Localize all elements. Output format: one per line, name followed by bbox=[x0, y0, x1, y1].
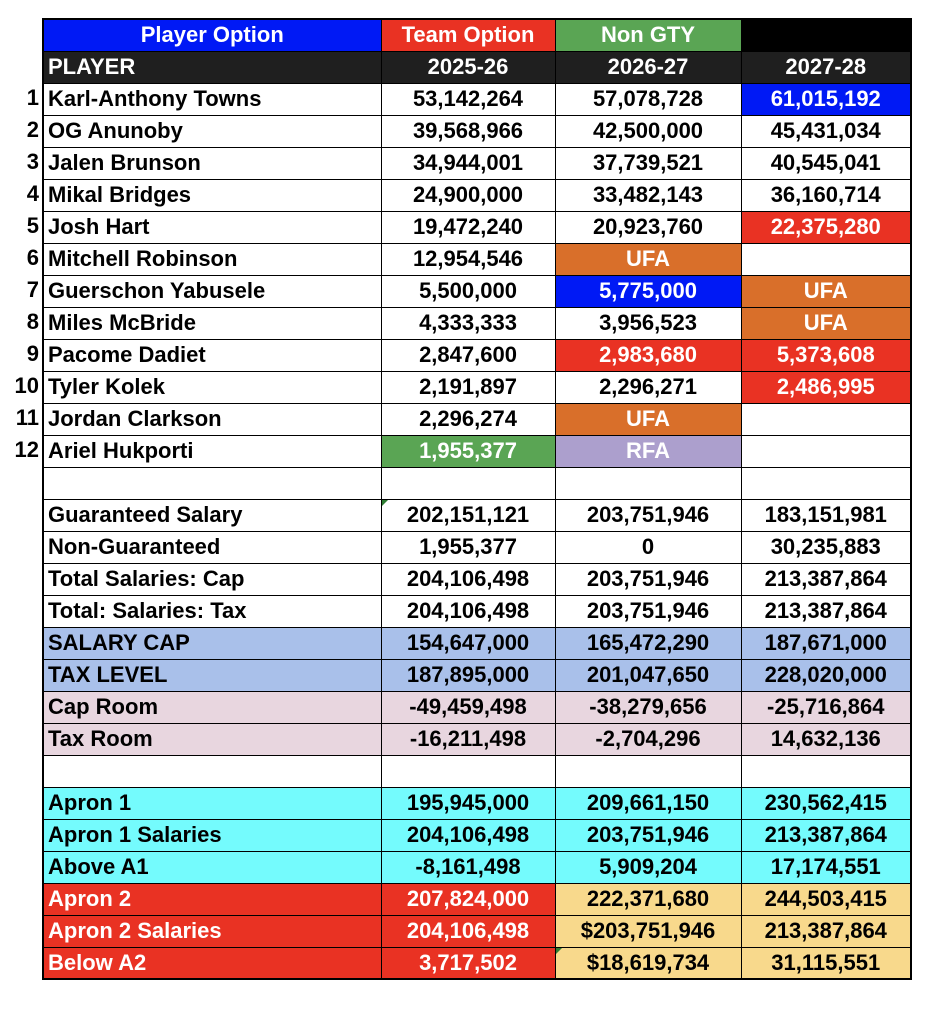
empty-cell[interactable] bbox=[741, 243, 911, 275]
summary-cell[interactable]: 203,751,946 bbox=[555, 499, 741, 531]
player-name[interactable]: Mitchell Robinson bbox=[43, 243, 381, 275]
header-season[interactable]: 2027-28 bbox=[741, 51, 911, 83]
empty-cell[interactable] bbox=[555, 755, 741, 787]
empty-cell[interactable] bbox=[555, 467, 741, 499]
apron-row bbox=[43, 819, 911, 851]
apron-row bbox=[43, 787, 911, 819]
salary-cell[interactable]: 37,739,521 bbox=[555, 147, 741, 179]
ufa-cell[interactable]: UFA bbox=[741, 275, 911, 307]
apron-cell[interactable]: 195,945,000 bbox=[381, 787, 555, 819]
player-row bbox=[43, 243, 911, 275]
apron-cell[interactable]: 31,115,551 bbox=[741, 947, 911, 979]
summary-label[interactable]: Non-Guaranteed bbox=[43, 531, 381, 563]
apron-row bbox=[43, 947, 911, 979]
salary-cell[interactable]: 57,078,728 bbox=[555, 83, 741, 115]
salary-cell[interactable]: 36,160,714 bbox=[741, 179, 911, 211]
summary-cell[interactable]: 187,671,000 bbox=[741, 627, 911, 659]
row-number: 4 bbox=[26, 181, 39, 206]
row-number: 8 bbox=[26, 309, 39, 334]
apron-cell[interactable]: 244,503,415 bbox=[741, 883, 911, 915]
salary-cell-team-option[interactable]: 2,486,995 bbox=[741, 371, 911, 403]
apron-cell[interactable]: 204,106,498 bbox=[381, 915, 555, 947]
summary-label[interactable]: Guaranteed Salary bbox=[43, 499, 381, 531]
salary-cell[interactable]: 2,296,271 bbox=[555, 371, 741, 403]
salary-cell-non-gty[interactable]: 1,955,377 bbox=[381, 435, 555, 467]
apron-label[interactable]: Apron 1 bbox=[43, 787, 381, 819]
ufa-cell[interactable]: UFA bbox=[555, 403, 741, 435]
salary-cell[interactable]: 40,545,041 bbox=[741, 147, 911, 179]
apron-cell[interactable]: 213,387,864 bbox=[741, 819, 911, 851]
player-name[interactable]: Miles McBride bbox=[43, 307, 381, 339]
summary-cell[interactable]: 204,106,498 bbox=[381, 595, 555, 627]
salary-cell-team-option[interactable]: 5,373,608 bbox=[741, 339, 911, 371]
player-name[interactable]: Pacome Dadiet bbox=[43, 339, 381, 371]
rfa-cell[interactable]: RFA bbox=[555, 435, 741, 467]
salary-cell-team-option[interactable]: 22,375,280 bbox=[741, 211, 911, 243]
salary-cell[interactable]: 2,847,600 bbox=[381, 339, 555, 371]
summary-cell[interactable]: -25,716,864 bbox=[741, 691, 911, 723]
apron-cell[interactable]: $18,619,734 bbox=[555, 947, 741, 979]
row-number: 7 bbox=[26, 277, 39, 302]
apron-label[interactable]: Apron 1 Salaries bbox=[43, 819, 381, 851]
summary-cell[interactable]: -2,704,296 bbox=[555, 723, 741, 755]
player-name[interactable]: Guerschon Yabusele bbox=[43, 275, 381, 307]
summary-cell[interactable]: 228,020,000 bbox=[741, 659, 911, 691]
salary-table bbox=[42, 18, 912, 980]
apron-label[interactable]: Apron 2 Salaries bbox=[43, 915, 381, 947]
salary-cap-row bbox=[43, 627, 911, 659]
summary-cell[interactable]: 0 bbox=[555, 531, 741, 563]
apron-cell[interactable]: -8,161,498 bbox=[381, 851, 555, 883]
summary-cell[interactable]: 154,647,000 bbox=[381, 627, 555, 659]
apron-row bbox=[43, 915, 911, 947]
summary-cell[interactable]: 14,632,136 bbox=[741, 723, 911, 755]
apron-cell[interactable]: 203,751,946 bbox=[555, 819, 741, 851]
salary-cell[interactable]: 2,296,274 bbox=[381, 403, 555, 435]
row-number: 2 bbox=[26, 117, 39, 142]
cap-room-row bbox=[43, 691, 911, 723]
empty-cell[interactable] bbox=[741, 403, 911, 435]
summary-cell[interactable]: 183,151,981 bbox=[741, 499, 911, 531]
legend-row bbox=[43, 19, 911, 51]
salary-cell[interactable]: 42,500,000 bbox=[555, 115, 741, 147]
salary-cell[interactable]: 3,956,523 bbox=[555, 307, 741, 339]
summary-label[interactable]: TAX LEVEL bbox=[43, 659, 381, 691]
salary-cell[interactable]: 19,472,240 bbox=[381, 211, 555, 243]
row-number: 9 bbox=[26, 341, 39, 366]
summary-label[interactable]: Total: Salaries: Tax bbox=[43, 595, 381, 627]
apron-cell[interactable]: 230,562,415 bbox=[741, 787, 911, 819]
summary-cell[interactable]: 187,895,000 bbox=[381, 659, 555, 691]
player-row bbox=[43, 179, 911, 211]
salary-cell[interactable]: 53,142,264 bbox=[381, 83, 555, 115]
summary-label[interactable]: Cap Room bbox=[43, 691, 381, 723]
tax-level-row bbox=[43, 659, 911, 691]
apron-label[interactable]: Above A1 bbox=[43, 851, 381, 883]
legend-empty-cell[interactable] bbox=[741, 19, 911, 51]
header-row bbox=[43, 51, 911, 83]
summary-row bbox=[43, 531, 911, 563]
salary-cell[interactable]: 33,482,143 bbox=[555, 179, 741, 211]
apron-cell[interactable]: 5,909,204 bbox=[555, 851, 741, 883]
legend-team-option[interactable]: Team Option bbox=[381, 19, 555, 51]
apron-cell[interactable]: 209,661,150 bbox=[555, 787, 741, 819]
player-row bbox=[43, 371, 911, 403]
summary-cell[interactable]: -38,279,656 bbox=[555, 691, 741, 723]
apron-cell[interactable]: 17,174,551 bbox=[741, 851, 911, 883]
player-name[interactable]: Mikal Bridges bbox=[43, 179, 381, 211]
summary-cell[interactable]: 1,955,377 bbox=[381, 531, 555, 563]
player-row bbox=[43, 403, 911, 435]
summary-cell[interactable]: 213,387,864 bbox=[741, 595, 911, 627]
header-season[interactable]: 2025-26 bbox=[381, 51, 555, 83]
player-row bbox=[43, 83, 911, 115]
player-row bbox=[43, 211, 911, 243]
row-number: 3 bbox=[26, 149, 39, 174]
header-player[interactable]: PLAYER bbox=[43, 51, 381, 83]
summary-row bbox=[43, 499, 911, 531]
salary-cell[interactable]: 5,500,000 bbox=[381, 275, 555, 307]
player-row bbox=[43, 435, 911, 467]
apron-cell[interactable]: 3,717,502 bbox=[381, 947, 555, 979]
player-name[interactable]: Ariel Hukporti bbox=[43, 435, 381, 467]
empty-cell[interactable] bbox=[741, 435, 911, 467]
summary-cell[interactable]: -16,211,498 bbox=[381, 723, 555, 755]
salary-cell-player-option[interactable]: 5,775,000 bbox=[555, 275, 741, 307]
apron-row bbox=[43, 851, 911, 883]
row-number: 11 bbox=[15, 405, 39, 430]
row-number: 6 bbox=[26, 245, 39, 270]
row-number: 12 bbox=[14, 437, 39, 462]
salary-cell[interactable]: 4,333,333 bbox=[381, 307, 555, 339]
player-name[interactable]: OG Anunoby bbox=[43, 115, 381, 147]
player-name[interactable]: Jordan Clarkson bbox=[43, 403, 381, 435]
row-number: 1 bbox=[26, 85, 39, 110]
apron-label[interactable]: Apron 2 bbox=[43, 883, 381, 915]
summary-cell[interactable]: 30,235,883 bbox=[741, 531, 911, 563]
summary-cell[interactable]: 201,047,650 bbox=[555, 659, 741, 691]
player-row bbox=[43, 115, 911, 147]
salary-cell[interactable]: 2,191,897 bbox=[381, 371, 555, 403]
empty-cell[interactable] bbox=[741, 467, 911, 499]
player-name[interactable]: Tyler Kolek bbox=[43, 371, 381, 403]
summary-cell[interactable]: 165,472,290 bbox=[555, 627, 741, 659]
legend-player-option[interactable]: Player Option bbox=[43, 19, 381, 51]
salary-cell[interactable]: 34,944,001 bbox=[381, 147, 555, 179]
apron-cell[interactable]: 204,106,498 bbox=[381, 819, 555, 851]
player-row bbox=[43, 339, 911, 371]
summary-cell[interactable]: 204,106,498 bbox=[381, 563, 555, 595]
apron-cell[interactable]: 207,824,000 bbox=[381, 883, 555, 915]
row-numbers bbox=[0, 82, 42, 466]
player-row bbox=[43, 147, 911, 179]
header-season[interactable]: 2026-27 bbox=[555, 51, 741, 83]
salary-cell[interactable]: 12,954,546 bbox=[381, 243, 555, 275]
empty-cell[interactable] bbox=[43, 755, 381, 787]
salary-cell[interactable]: 39,568,966 bbox=[381, 115, 555, 147]
apron-cell[interactable]: 213,387,864 bbox=[741, 915, 911, 947]
legend-non-gty[interactable]: Non GTY bbox=[555, 19, 741, 51]
summary-label[interactable]: SALARY CAP bbox=[43, 627, 381, 659]
summary-row bbox=[43, 563, 911, 595]
spacer-row bbox=[43, 755, 911, 787]
apron-row bbox=[43, 883, 911, 915]
summary-row bbox=[43, 595, 911, 627]
row-number: 10 bbox=[14, 373, 39, 398]
summary-label[interactable]: Tax Room bbox=[43, 723, 381, 755]
apron-cell[interactable]: $203,751,946 bbox=[555, 915, 741, 947]
summary-cell[interactable]: 203,751,946 bbox=[555, 563, 741, 595]
tax-room-row bbox=[43, 723, 911, 755]
player-row bbox=[43, 307, 911, 339]
apron-cell[interactable]: 222,371,680 bbox=[555, 883, 741, 915]
player-name[interactable]: Karl-Anthony Towns bbox=[43, 83, 381, 115]
ufa-cell[interactable]: UFA bbox=[741, 307, 911, 339]
summary-cell[interactable]: 202,151,121 bbox=[381, 499, 555, 531]
empty-cell[interactable] bbox=[43, 467, 381, 499]
salary-cell[interactable]: 20,923,760 bbox=[555, 211, 741, 243]
player-name[interactable]: Jalen Brunson bbox=[43, 147, 381, 179]
apron-label[interactable]: Below A2 bbox=[43, 947, 381, 979]
row-number: 5 bbox=[26, 213, 39, 238]
salary-cell[interactable]: 24,900,000 bbox=[381, 179, 555, 211]
summary-label[interactable]: Total Salaries: Cap bbox=[43, 563, 381, 595]
summary-cell[interactable]: 213,387,864 bbox=[741, 563, 911, 595]
summary-cell[interactable]: -49,459,498 bbox=[381, 691, 555, 723]
empty-cell[interactable] bbox=[381, 467, 555, 499]
player-name[interactable]: Josh Hart bbox=[43, 211, 381, 243]
ufa-cell[interactable]: UFA bbox=[555, 243, 741, 275]
spacer-row bbox=[43, 467, 911, 499]
salary-cell-player-option[interactable]: 61,015,192 bbox=[741, 83, 911, 115]
player-row bbox=[43, 275, 911, 307]
empty-cell[interactable] bbox=[381, 755, 555, 787]
empty-cell[interactable] bbox=[741, 755, 911, 787]
summary-cell[interactable]: 203,751,946 bbox=[555, 595, 741, 627]
salary-cell-team-option[interactable]: 2,983,680 bbox=[555, 339, 741, 371]
salary-cell[interactable]: 45,431,034 bbox=[741, 115, 911, 147]
